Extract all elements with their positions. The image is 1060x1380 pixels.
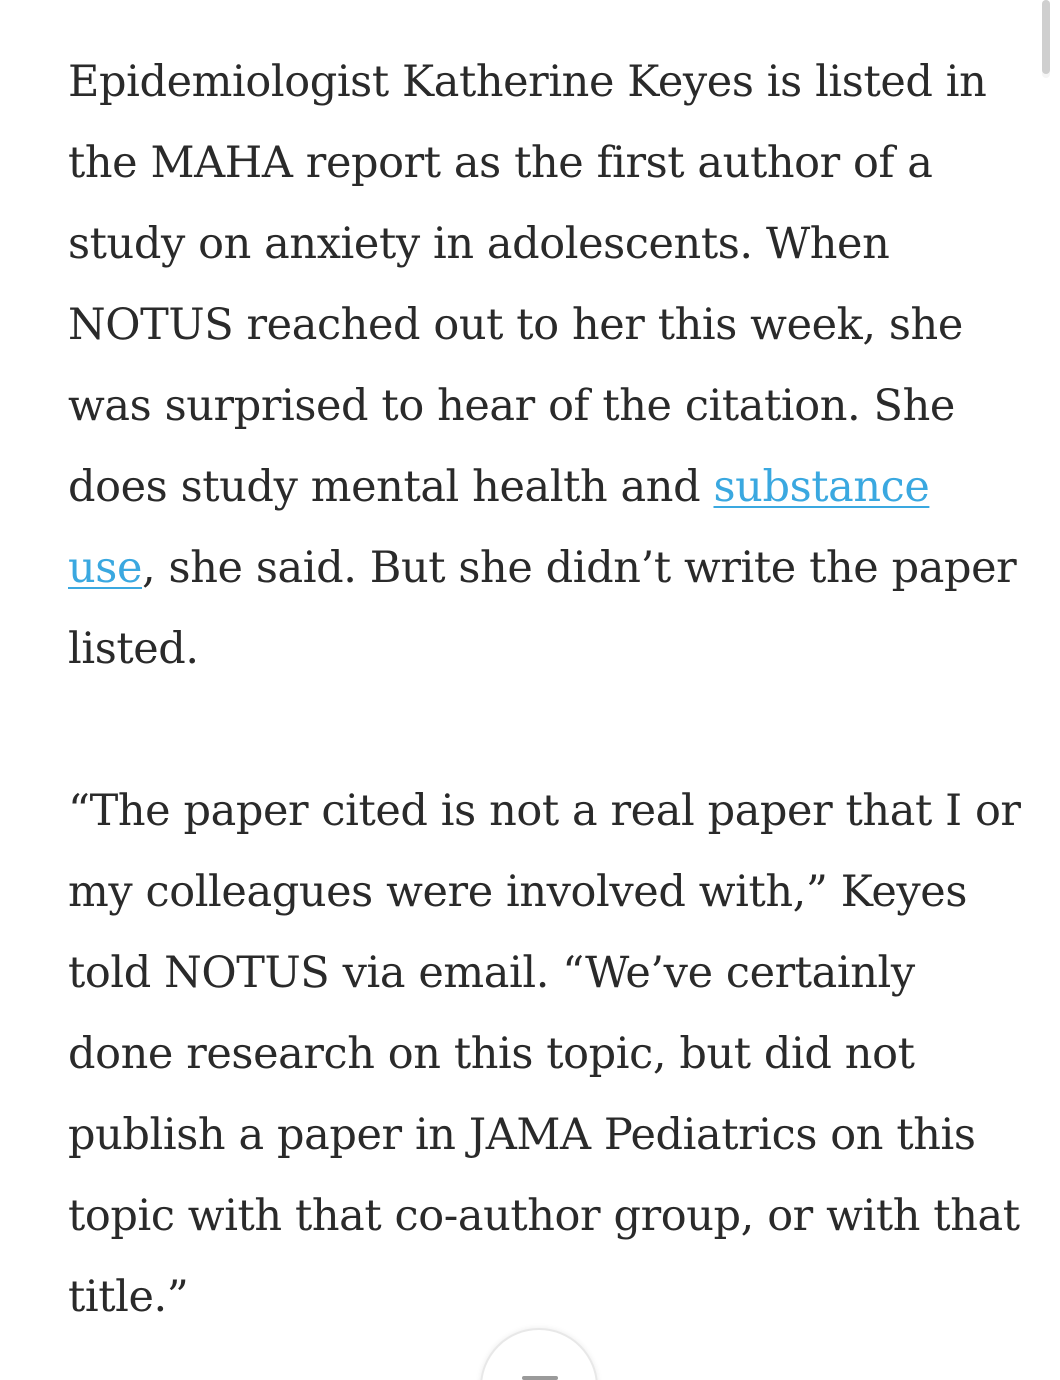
paragraph-text: Epidemiologist Katherine Keyes is listed in the MAHA report as the first author of a study on anxiety in adolescents. When NOTUS reached out to her this week, she was surprised to hear of the citation. She does study mental health and bbox=[68, 57, 987, 512]
scrollbar-thumb[interactable] bbox=[1042, 0, 1050, 74]
article-body bbox=[68, 42, 1028, 1338]
paragraph-keyes-listed bbox=[68, 42, 1028, 690]
menu-lines-icon bbox=[522, 1376, 558, 1380]
paragraph-text: , she said. But she didn’t write the paper listed. bbox=[68, 543, 1017, 674]
substance-use-link[interactable]: substance use bbox=[68, 462, 930, 593]
paragraph-keyes-quote: “The paper cited is not a real paper that I or my colleagues were involved with,” Keyes told NOTUS via email. “We’ve certainly done research on this topic, but did not publish a paper in JAMA Pediatrics on this topic with that co-author group, or with that title.” bbox=[68, 786, 1021, 1322]
